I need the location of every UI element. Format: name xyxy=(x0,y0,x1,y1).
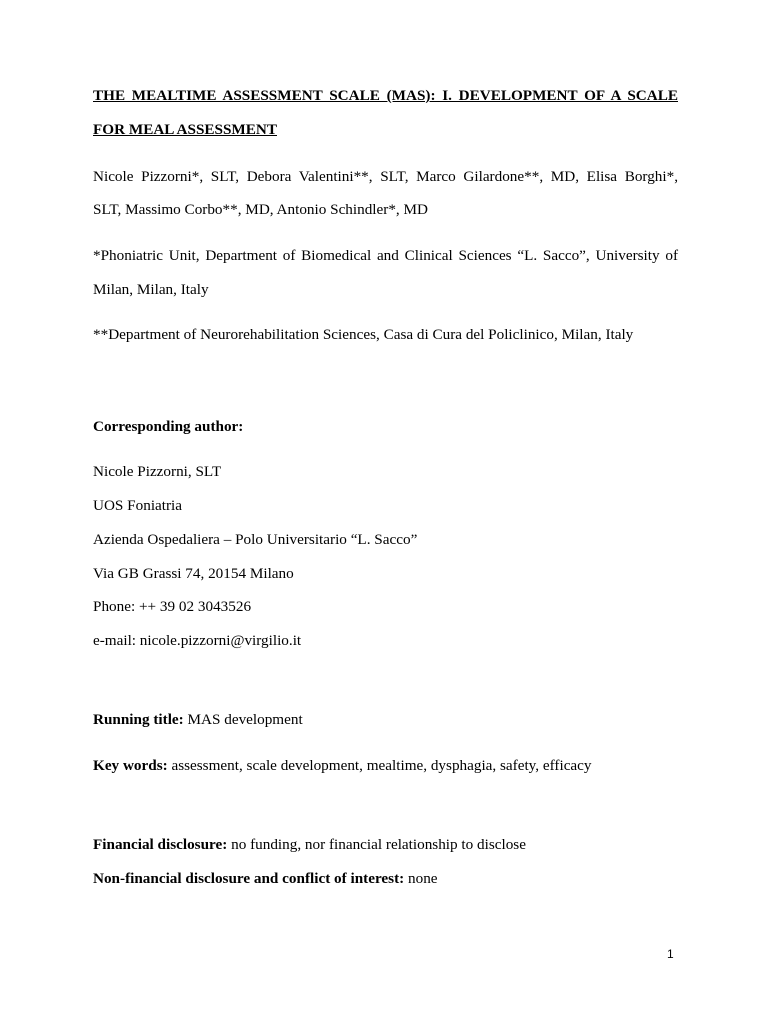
corresponding-name: Nicole Pizzorni, SLT xyxy=(93,463,222,480)
corresponding-author-heading: Corresponding author: xyxy=(93,418,244,435)
keywords-label: Key words: xyxy=(93,757,168,774)
nonfinancial-disclosure xyxy=(93,869,678,889)
nonfinancial-disclosure-label: Non-financial disclosure and conflict of interest: xyxy=(93,870,405,887)
running-title-label: Running title: xyxy=(93,711,184,728)
running-title-value: MAS development xyxy=(183,711,303,728)
corresponding-email: e-mail: nicole.pizzorni@virgilio.it xyxy=(93,632,302,649)
corresponding-unit: UOS Foniatria xyxy=(93,497,183,514)
corresponding-hospital: Azienda Ospedaliera – Polo Universitario “L. Sacco” xyxy=(93,531,418,548)
affiliation-1-line-2: Milan, Milan, Italy xyxy=(93,281,209,298)
page-number: 1 xyxy=(667,947,674,961)
keywords-value: assessment, scale development, mealtime, dysphagia, safety, efficacy xyxy=(167,757,592,774)
authors-line-1: Nicole Pizzorni*, SLT, Debora Valentini**, SLT, Marco Gilardone**, MD, Elisa Borghi*, xyxy=(93,168,678,185)
authors-line-2: SLT, Massimo Corbo**, MD, Antonio Schindler*, MD xyxy=(93,201,428,218)
corresponding-phone: Phone: ++ 39 02 3043526 xyxy=(93,598,252,615)
affiliation-1-line-1: *Phoniatric Unit, Department of Biomedical and Clinical Sciences “L. Sacco”, University of xyxy=(93,247,678,264)
financial-disclosure xyxy=(93,835,678,855)
title-line-1: THE MEALTIME ASSESSMENT SCALE (MAS): I. DEVELOPMENT OF A SCALE xyxy=(93,87,678,104)
title-line-2: FOR MEAL ASSESSMENT xyxy=(93,121,277,138)
corresponding-address: Via GB Grassi 74, 20154 Milano xyxy=(93,565,294,582)
financial-disclosure-label: Financial disclosure: xyxy=(93,836,228,853)
keywords xyxy=(93,756,678,776)
financial-disclosure-value: no funding, nor financial relationship to disclose xyxy=(227,836,526,853)
nonfinancial-disclosure-value: none xyxy=(404,870,438,887)
running-title xyxy=(93,710,678,730)
affiliation-2: **Department of Neurorehabilitation Sciences, Casa di Cura del Policlinico, Milan, Italy xyxy=(93,326,634,343)
